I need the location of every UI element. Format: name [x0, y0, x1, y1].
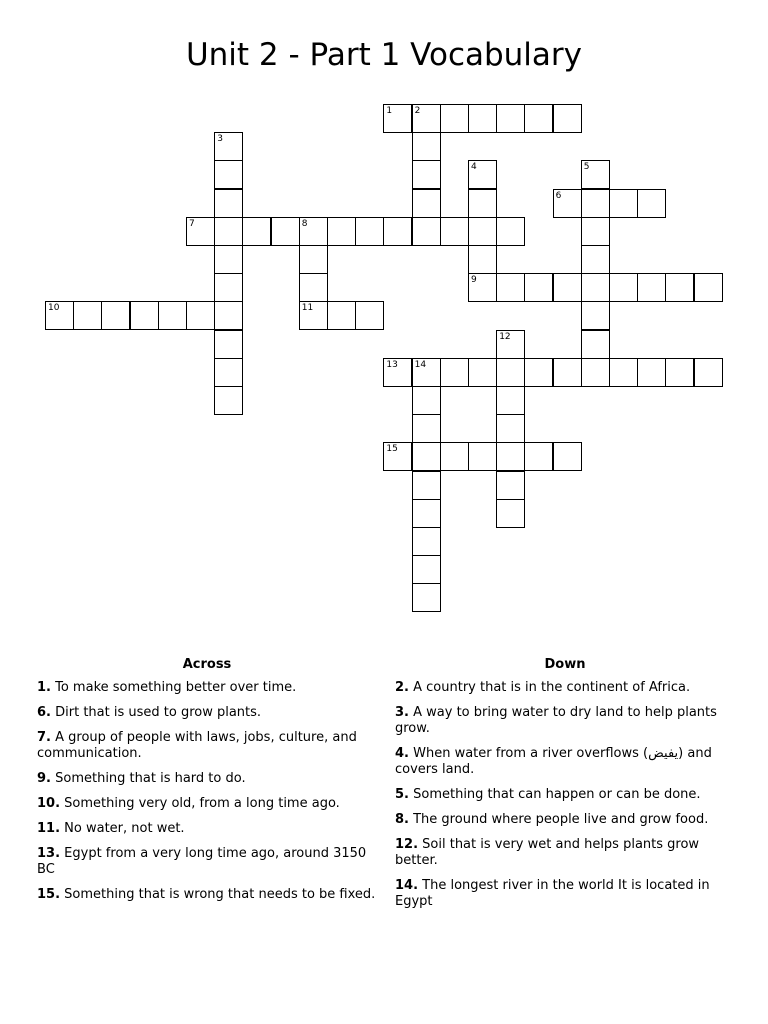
grid-cell[interactable]	[637, 189, 666, 218]
grid-cell[interactable]	[468, 245, 497, 274]
grid-cell[interactable]	[524, 442, 553, 471]
across-clue	[37, 846, 377, 878]
grid-cell[interactable]	[45, 301, 74, 330]
grid-cell[interactable]	[553, 189, 582, 218]
clue-text: The ground where people live and grow food.	[408, 812, 709, 827]
grid-cell[interactable]	[299, 273, 328, 302]
grid-cell[interactable]	[609, 189, 638, 218]
across-clue	[37, 730, 377, 762]
grid-cell[interactable]	[130, 301, 159, 330]
clue-label-number: 1.	[37, 680, 51, 695]
clue-number: 7	[189, 218, 195, 229]
clue-number: 9	[471, 275, 477, 286]
clue-text: Egypt from a very long time ago, around 3150 BC	[37, 846, 367, 877]
grid-cell[interactable]	[214, 217, 243, 246]
clue-number: 13	[386, 359, 398, 370]
grid-cell[interactable]	[468, 442, 497, 471]
grid-cell[interactable]	[581, 189, 610, 218]
grid-cell[interactable]	[637, 273, 666, 302]
down-clue-list	[395, 680, 735, 910]
grid-cell[interactable]	[412, 583, 441, 612]
grid-cell[interactable]	[581, 245, 610, 274]
clue-label-number: 9.	[37, 771, 51, 786]
grid-cell[interactable]	[101, 301, 130, 330]
grid-cell[interactable]	[496, 414, 525, 443]
grid-cell[interactable]	[214, 189, 243, 218]
grid-cell[interactable]	[581, 330, 610, 359]
grid-cell[interactable]	[524, 358, 553, 387]
clue-text: The longest river in the world It is located in Egypt	[395, 878, 710, 909]
grid-cell[interactable]	[440, 358, 469, 387]
down-clue	[395, 705, 735, 737]
clue-text: A way to bring water to dry land to help plants grow.	[395, 705, 717, 736]
grid-cell[interactable]	[496, 358, 525, 387]
grid-cell[interactable]	[412, 442, 441, 471]
clue-number: 2	[414, 106, 421, 116]
down-clues	[395, 656, 735, 919]
grid-cell[interactable]	[581, 358, 610, 387]
grid-cell[interactable]	[524, 104, 553, 133]
grid-cell[interactable]	[496, 442, 525, 471]
grid-cell[interactable]	[186, 301, 215, 330]
clue-label-number: 15.	[37, 887, 61, 902]
clue-number: 10	[48, 303, 60, 314]
clue-label-number: 4.	[395, 746, 409, 761]
clue-number: 3	[217, 134, 223, 145]
grid-cell[interactable]	[581, 273, 610, 302]
clue-label-number: 11.	[37, 821, 61, 836]
clue-number: 4	[471, 162, 477, 173]
clue-label-number: 12.	[395, 837, 419, 852]
page-title: Unit 2 - Part 1 Vocabulary	[185, 37, 583, 73]
clue-text: When water from a river overflows (يفيض) and covers land.	[395, 746, 712, 777]
grid-cell[interactable]	[299, 301, 328, 330]
grid-cell[interactable]	[355, 301, 384, 330]
grid-cell[interactable]	[581, 217, 610, 246]
clue-label-number: 14.	[395, 878, 419, 893]
clue-label-number: 2.	[395, 680, 409, 695]
grid-cell[interactable]	[383, 217, 412, 246]
clue-text: Something that is wrong that needs to be fixed.	[60, 887, 376, 902]
grid-cell[interactable]	[214, 132, 243, 161]
clue-text: Dirt that is used to grow plants.	[50, 705, 262, 720]
grid-cell[interactable]	[412, 160, 441, 189]
grid-cell[interactable]	[214, 301, 243, 330]
down-heading: Down	[544, 657, 586, 672]
grid-cell[interactable]	[440, 104, 469, 133]
clue-label-number: 7.	[37, 730, 51, 745]
grid-cell[interactable]	[412, 386, 441, 415]
grid-cell[interactable]	[412, 189, 441, 218]
down-clue	[395, 746, 735, 778]
across-clue	[37, 771, 377, 787]
grid-cell[interactable]	[637, 358, 666, 387]
grid-cell[interactable]	[468, 160, 497, 189]
grid-cell[interactable]	[581, 160, 610, 189]
grid-cell[interactable]	[186, 217, 215, 246]
clue-number: 14	[414, 359, 427, 370]
across-clue	[37, 680, 377, 696]
grid-cell[interactable]	[299, 245, 328, 274]
grid-cell[interactable]	[214, 160, 243, 189]
clue-label-number: 8.	[395, 812, 409, 827]
grid-cell[interactable]	[468, 189, 497, 218]
grid-cell[interactable]	[327, 217, 356, 246]
grid-cell[interactable]	[496, 104, 525, 133]
grid-cell[interactable]	[553, 442, 582, 471]
grid-cell[interactable]	[158, 301, 187, 330]
clue-number: 15	[386, 444, 398, 455]
across-clues	[37, 656, 377, 912]
down-clue	[395, 837, 735, 869]
grid-cell[interactable]	[496, 471, 525, 500]
grid-cell[interactable]	[496, 499, 525, 528]
clue-number: 5	[583, 162, 590, 173]
grid-cell[interactable]	[694, 358, 723, 387]
grid-cell[interactable]	[327, 301, 356, 330]
clue-text: A country that is in the continent of Africa.	[408, 680, 691, 695]
grid-cell[interactable]	[412, 471, 441, 500]
clue-label-number: 5.	[395, 787, 409, 802]
clue-number: 11	[301, 303, 314, 314]
grid-cell[interactable]	[496, 330, 525, 359]
grid-cell[interactable]	[214, 273, 243, 302]
clue-number: 8	[301, 218, 308, 229]
grid-cell[interactable]	[73, 301, 102, 330]
grid-cell[interactable]	[468, 273, 497, 302]
grid-cell[interactable]	[412, 499, 441, 528]
across-clue	[37, 821, 377, 837]
grid-cell[interactable]	[271, 217, 300, 246]
across-clue	[37, 796, 377, 812]
grid-cell[interactable]	[412, 104, 441, 133]
grid-cell[interactable]	[496, 273, 525, 302]
grid-cell[interactable]	[665, 358, 694, 387]
across-clue	[37, 705, 377, 721]
grid-cell[interactable]	[383, 442, 412, 471]
grid-cell[interactable]	[412, 217, 441, 246]
across-clue-list	[37, 680, 377, 903]
grid-cell[interactable]	[440, 442, 469, 471]
grid-cell[interactable]	[412, 555, 441, 584]
clue-number: 1	[386, 106, 393, 116]
grid-cell[interactable]	[214, 386, 243, 415]
grid-cell[interactable]	[496, 217, 525, 246]
grid-cell[interactable]	[412, 527, 441, 556]
clue-label-number: 10.	[37, 796, 61, 811]
grid-cell[interactable]	[468, 217, 497, 246]
clue-text: No water, not wet.	[60, 821, 185, 836]
grid-cell[interactable]	[468, 358, 497, 387]
clue-label-number: 6.	[37, 705, 51, 720]
clue-label-number: 3.	[395, 705, 409, 720]
clue-number: 12	[499, 331, 511, 342]
clue-text: Something very old, from a long time ago.	[60, 796, 340, 811]
grid-cell[interactable]	[665, 273, 694, 302]
clue-text: A group of people with laws, jobs, culture, and communication.	[37, 730, 357, 761]
grid-cell[interactable]	[383, 358, 412, 387]
grid-cell[interactable]	[412, 358, 441, 387]
grid-cell[interactable]	[694, 273, 723, 302]
grid-cell[interactable]	[609, 358, 638, 387]
across-clue	[37, 887, 377, 903]
grid-cell[interactable]	[581, 301, 610, 330]
grid-cell[interactable]	[214, 358, 243, 387]
grid-cell[interactable]	[299, 217, 328, 246]
across-heading: Across	[182, 657, 232, 672]
grid-cell[interactable]	[214, 330, 243, 359]
grid-cell[interactable]	[412, 132, 441, 161]
clue-text: Soil that is very wet and helps plants grow better.	[395, 837, 700, 868]
grid-cell[interactable]	[412, 414, 441, 443]
grid-cell[interactable]	[553, 273, 582, 302]
grid-cell[interactable]	[524, 273, 553, 302]
clue-number: 6	[555, 190, 562, 201]
clue-label-number: 13.	[37, 846, 61, 861]
grid-cell[interactable]	[383, 104, 412, 133]
clue-text: To make something better over time.	[50, 680, 297, 695]
grid-cell[interactable]	[214, 245, 243, 274]
grid-cell[interactable]	[440, 217, 469, 246]
grid-cell[interactable]	[553, 104, 582, 133]
grid-cell[interactable]	[609, 273, 638, 302]
grid-cell[interactable]	[242, 217, 271, 246]
clue-text: Something that is hard to do.	[50, 771, 246, 786]
grid-cell[interactable]	[355, 217, 384, 246]
down-clue	[395, 680, 735, 696]
grid-cell[interactable]	[496, 386, 525, 415]
clue-text: Something that can happen or can be done.	[408, 787, 701, 802]
down-clue	[395, 812, 735, 828]
grid-cell[interactable]	[553, 358, 582, 387]
down-clue	[395, 878, 735, 910]
grid-cell[interactable]	[468, 104, 497, 133]
down-clue	[395, 787, 735, 803]
